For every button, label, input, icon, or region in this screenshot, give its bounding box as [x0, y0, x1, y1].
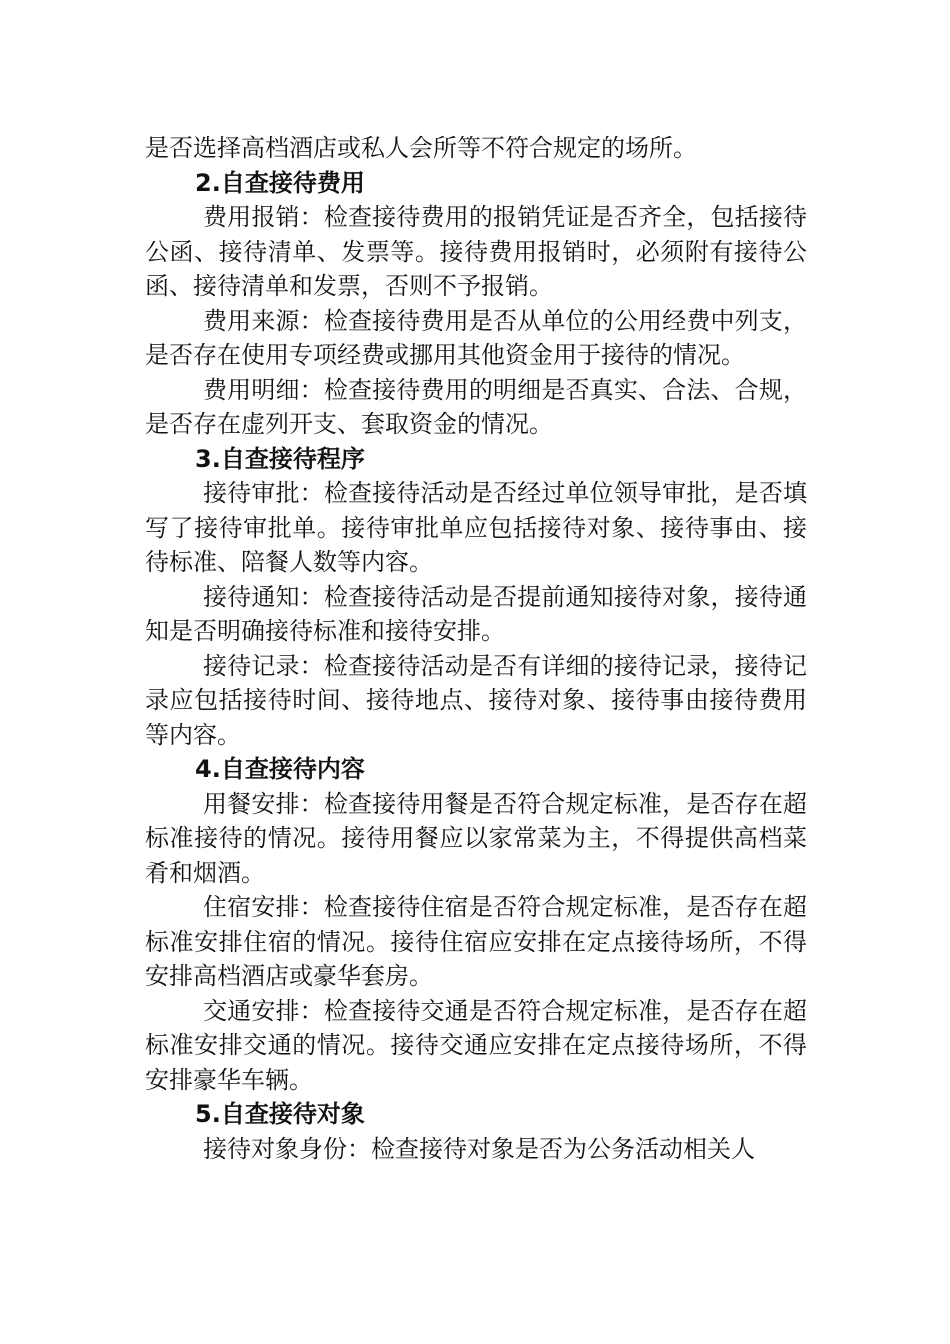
section-heading-procedure: 3.自查接待程序 [195, 444, 365, 473]
paragraph-reception-notice: 接待通知：检查接待活动是否提前通知接待对象，接待通知是否明确接待标准和接待安排。 [145, 582, 807, 645]
paragraph-venue-continued: 是否选择高档酒店或私人会所等不符合规定的场所。 [145, 134, 697, 162]
paragraph-dining-arrangement: 用餐安排：检查接待用餐是否符合规定标准，是否存在超标准接待的情况。接待用餐应以家常菜为主，不得提供高档菜肴和烟酒。 [145, 789, 807, 887]
paragraph-transport-arrangement: 交通安排：检查接待交通是否符合规定标准，是否存在超标准安排交通的情况。接待交通应安排在定点接待场所，不得安排豪华车辆。 [145, 996, 807, 1094]
paragraph-expense-source: 费用来源：检查接待费用是否从单位的公用经费中列支，是否存在使用专项经费或挪用其他资金用于接待的情况。 [145, 306, 807, 369]
paragraph-recipient-identity: 接待对象身份：检查接待对象是否为公务活动相关人 [203, 1134, 755, 1163]
document-body [145, 131, 807, 1166]
section-heading-content: 4.自查接待内容 [195, 755, 365, 783]
paragraph-reception-record: 接待记录：检查接待活动是否有详细的接待记录，接待记录应包括接待时间、接待地点、接待对象、接待事由接待费用等内容。 [145, 651, 807, 749]
paragraph-expense-details: 费用明细：检查接待费用的明细是否真实、合法、合规，是否存在虚列开支、套取资金的情况。 [145, 375, 807, 438]
paragraph-expense-reimbursement: 费用报销：检查接待费用的报销凭证是否齐全，包括接待公函、接待清单、发票等。接待费用报销时，必须附有接待公函、接待清单和发票，否则不予报销。 [145, 203, 807, 300]
section-heading-expenses: 2.自查接待费用 [195, 168, 365, 197]
paragraph-lodging-arrangement: 住宿安排：检查接待住宿是否符合规定标准，是否存在超标准安排住宿的情况。接待住宿应安排在定点接待场所，不得安排高档酒店或豪华套房。 [145, 893, 807, 990]
section-heading-recipients: 5.自查接待对象 [195, 1100, 365, 1128]
paragraph-reception-approval: 接待审批：检查接待活动是否经过单位领导审批，是否填写了接待审批单。接待审批单应包括接待对象、接待事由、接待标准、陪餐人数等内容。 [145, 479, 807, 576]
